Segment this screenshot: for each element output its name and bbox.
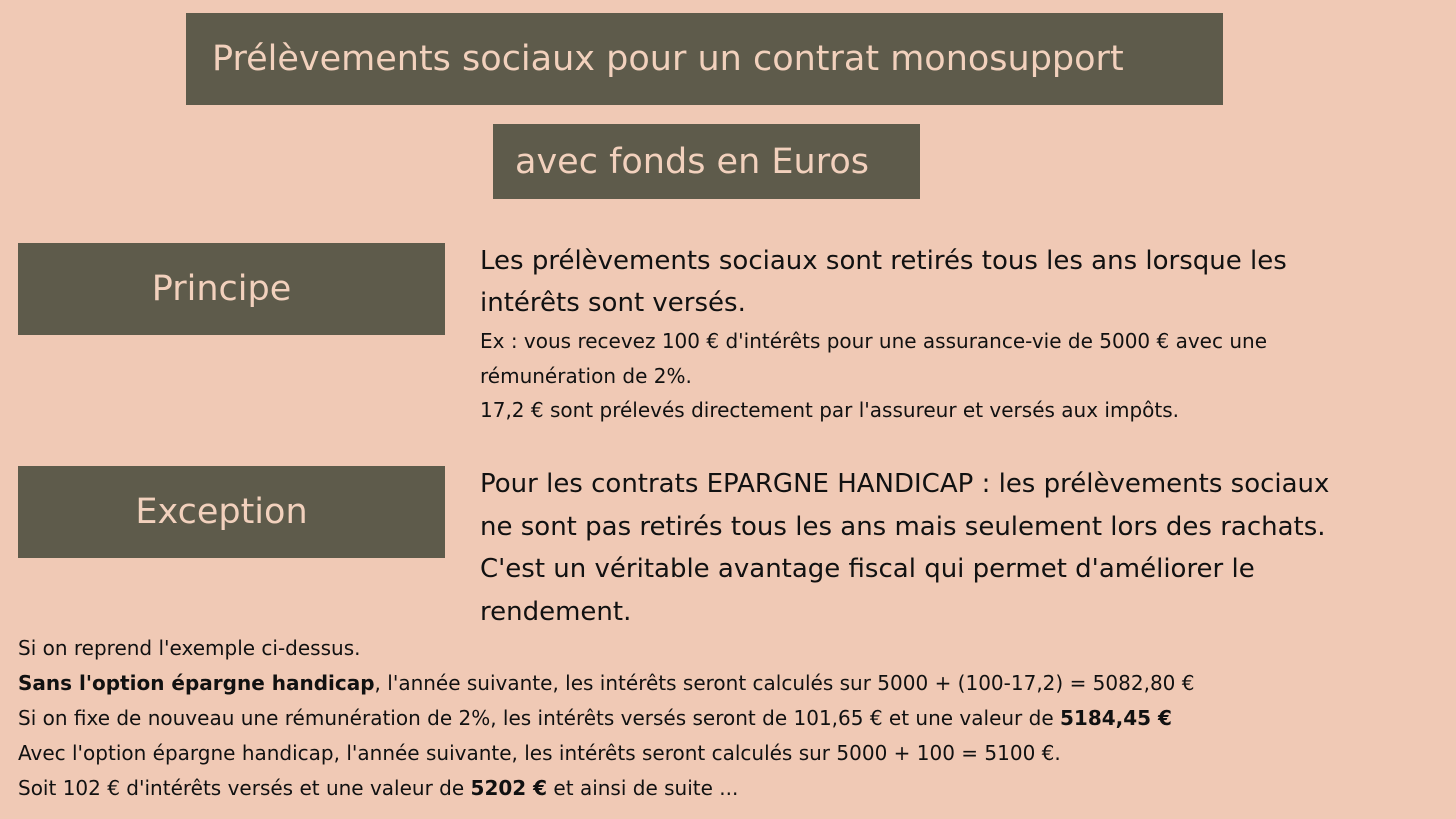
page-subtitle: avec fonds en Euros [515, 141, 869, 182]
exception-label-box [18, 466, 445, 558]
calculation-line-1 [18, 631, 1438, 666]
title-banner-line2 [493, 124, 920, 199]
exception-line: rendement. [480, 596, 632, 627]
exception-label: Exception [135, 492, 308, 532]
with-option-result-text: Soit 102 € d'intérêts versés et une valeur de [18, 776, 471, 800]
exception-line: Pour les contrats EPARGNE HANDICAP : les prélèvements sociaux [480, 469, 1330, 499]
exception-text [480, 463, 1440, 633]
principe-lead-text [480, 240, 1420, 324]
calculation-line-3 [18, 701, 1438, 736]
calculation-line-5 [18, 771, 1438, 806]
principe-lead-line: Les prélèvements sociaux sont retirés tous les ans lorsque les [480, 246, 1287, 276]
principe-example-line: rémunération de 2%. [480, 363, 692, 388]
principe-example-line: Ex : vous recevez 100 € d'intérêts pour une assurance-vie de 5000 € avec une [480, 329, 1267, 353]
principe-example-line: 17,2 € sont prélevés directement par l'assureur et versés aux impôts. [480, 398, 1179, 422]
calculation-line-2 [18, 666, 1438, 701]
without-option-text: , l'année suivante, les intérêts seront calculés sur 5000 + (100-17,2) = 5082,80 € [374, 671, 1195, 695]
principe-lead-line: intérêts sont versés. [480, 288, 746, 318]
title-banner-line1 [186, 13, 1223, 105]
principe-example-text [480, 324, 1440, 428]
with-option-result-end: et ainsi de suite ... [547, 776, 739, 800]
without-option-result-value: 5184,45 € [1060, 706, 1172, 730]
exception-line: ne sont pas retirés tous les ans mais seulement lors des rachats. [480, 511, 1326, 542]
with-option-result-value: 5202 € [470, 776, 548, 800]
example-calculation [18, 631, 1438, 806]
without-option-label: Sans l'option épargne handicap [18, 671, 375, 695]
calculation-line-4 [18, 736, 1438, 771]
principe-label: Principe [151, 269, 292, 309]
without-option-result-text: Si on fixe de nouveau une rémunération de 2%, les intérêts versés seront de 101,65 € et une valeur de [18, 706, 1060, 730]
page-title: Prélèvements sociaux pour un contrat monosupport [212, 39, 1124, 79]
exception-line: C'est un véritable avantage fiscal qui permet d'améliorer le [480, 554, 1255, 584]
principe-label-box [18, 243, 445, 335]
with-option-text: Avec l'option épargne handicap, l'année suivante, les intérêts seront calculés sur 5000 + 100 = 5100 €. [18, 741, 1061, 765]
calculation-intro: Si on reprend l'exemple ci-dessus. [18, 636, 361, 660]
